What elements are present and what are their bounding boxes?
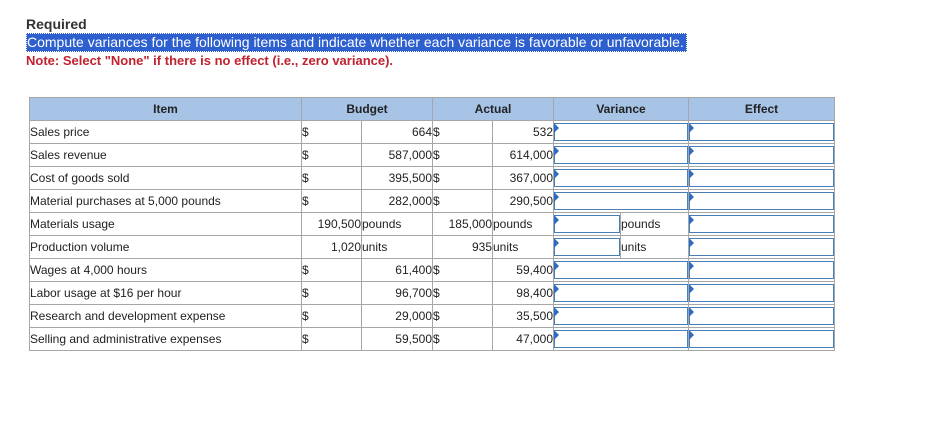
budget-dollar-sign: $ bbox=[302, 144, 362, 167]
actual-value: 614,000 bbox=[493, 144, 554, 167]
budget-dollar-sign: $ bbox=[302, 190, 362, 213]
budget-dollar-sign: $ bbox=[302, 328, 362, 351]
actual-value: 185,000 bbox=[433, 213, 493, 236]
budget-unit: pounds bbox=[362, 213, 433, 236]
effect-select[interactable] bbox=[689, 282, 835, 305]
actual-dollar-sign: $ bbox=[433, 167, 493, 190]
dropdown-marker-icon bbox=[689, 238, 694, 248]
input-marker-icon bbox=[554, 238, 559, 248]
input-marker-icon bbox=[554, 146, 559, 156]
dropdown-marker-icon bbox=[689, 261, 694, 271]
budget-value: 664 bbox=[362, 121, 433, 144]
table-row bbox=[30, 144, 835, 167]
effect-select[interactable] bbox=[689, 305, 835, 328]
budget-value: 61,400 bbox=[362, 259, 433, 282]
input-marker-icon bbox=[554, 261, 559, 271]
input-marker-icon bbox=[554, 192, 559, 202]
actual-dollar-sign: $ bbox=[433, 305, 493, 328]
actual-value: 290,500 bbox=[493, 190, 554, 213]
budget-dollar-sign: $ bbox=[302, 305, 362, 328]
actual-dollar-sign: $ bbox=[433, 259, 493, 282]
effect-select[interactable] bbox=[689, 144, 835, 167]
budget-value: 587,000 bbox=[362, 144, 433, 167]
variance-input[interactable] bbox=[554, 305, 689, 328]
row-label: Material purchases at 5,000 pounds bbox=[30, 190, 302, 213]
actual-value: 98,400 bbox=[493, 282, 554, 305]
row-label: Wages at 4,000 hours bbox=[30, 259, 302, 282]
question-header bbox=[26, 16, 687, 70]
col-header-actual: Actual bbox=[433, 98, 554, 121]
budget-value: 1,020 bbox=[302, 236, 362, 259]
budget-value: 395,500 bbox=[362, 167, 433, 190]
table-row bbox=[30, 121, 835, 144]
col-header-item: Item bbox=[30, 98, 302, 121]
actual-value: 59,400 bbox=[493, 259, 554, 282]
budget-value: 29,000 bbox=[362, 305, 433, 328]
table-row bbox=[30, 328, 835, 351]
input-marker-icon bbox=[554, 330, 559, 340]
actual-dollar-sign: $ bbox=[433, 121, 493, 144]
actual-value: 935 bbox=[433, 236, 493, 259]
input-marker-icon bbox=[554, 123, 559, 133]
variance-unit: units bbox=[621, 236, 689, 259]
actual-unit: units bbox=[493, 236, 554, 259]
table-row bbox=[30, 213, 835, 236]
input-marker-icon bbox=[554, 284, 559, 294]
actual-dollar-sign: $ bbox=[433, 144, 493, 167]
dropdown-marker-icon bbox=[689, 330, 694, 340]
variance-input[interactable] bbox=[554, 259, 689, 282]
row-label: Labor usage at $16 per hour bbox=[30, 282, 302, 305]
col-header-effect: Effect bbox=[689, 98, 835, 121]
effect-select[interactable] bbox=[689, 236, 835, 259]
row-label: Production volume bbox=[30, 236, 302, 259]
variance-input[interactable] bbox=[554, 213, 621, 236]
variance-input[interactable] bbox=[554, 282, 689, 305]
dropdown-marker-icon bbox=[689, 123, 694, 133]
dropdown-marker-icon bbox=[689, 307, 694, 317]
variance-table bbox=[29, 97, 835, 351]
effect-select[interactable] bbox=[689, 259, 835, 282]
variance-input[interactable] bbox=[554, 167, 689, 190]
note-text: Note: Select "None" if there is no effect (i.e., zero variance). bbox=[26, 53, 394, 68]
variance-unit: pounds bbox=[621, 213, 689, 236]
dropdown-marker-icon bbox=[689, 192, 694, 202]
col-header-variance: Variance bbox=[554, 98, 689, 121]
actual-dollar-sign: $ bbox=[433, 282, 493, 305]
actual-value: 367,000 bbox=[493, 167, 554, 190]
header-row bbox=[30, 98, 835, 121]
actual-value: 35,500 bbox=[493, 305, 554, 328]
budget-dollar-sign: $ bbox=[302, 167, 362, 190]
budget-unit: units bbox=[362, 236, 433, 259]
row-label: Materials usage bbox=[30, 213, 302, 236]
variance-input[interactable] bbox=[554, 144, 689, 167]
input-marker-icon bbox=[554, 169, 559, 179]
effect-select[interactable] bbox=[689, 167, 835, 190]
required-label: Required bbox=[26, 16, 87, 32]
budget-value: 282,000 bbox=[362, 190, 433, 213]
variance-input[interactable] bbox=[554, 236, 621, 259]
dropdown-marker-icon bbox=[689, 169, 694, 179]
input-marker-icon bbox=[554, 215, 559, 225]
table-row bbox=[30, 282, 835, 305]
actual-value: 532 bbox=[493, 121, 554, 144]
row-label: Sales revenue bbox=[30, 144, 302, 167]
table-row bbox=[30, 190, 835, 213]
effect-select[interactable] bbox=[689, 121, 835, 144]
instruction-text: Compute variances for the following items and indicate whether each variance is favorable or unfavorable. bbox=[26, 33, 687, 52]
dropdown-marker-icon bbox=[689, 284, 694, 294]
actual-unit: pounds bbox=[493, 213, 554, 236]
effect-select[interactable] bbox=[689, 190, 835, 213]
effect-select[interactable] bbox=[689, 213, 835, 236]
actual-dollar-sign: $ bbox=[433, 328, 493, 351]
variance-input[interactable] bbox=[554, 328, 689, 351]
budget-dollar-sign: $ bbox=[302, 282, 362, 305]
row-label: Selling and administrative expenses bbox=[30, 328, 302, 351]
table-row bbox=[30, 259, 835, 282]
row-label: Sales price bbox=[30, 121, 302, 144]
budget-value: 190,500 bbox=[302, 213, 362, 236]
table-row bbox=[30, 236, 835, 259]
budget-dollar-sign: $ bbox=[302, 259, 362, 282]
col-header-budget: Budget bbox=[302, 98, 433, 121]
effect-select[interactable] bbox=[689, 328, 835, 351]
table-row bbox=[30, 305, 835, 328]
budget-value: 96,700 bbox=[362, 282, 433, 305]
table-row bbox=[30, 167, 835, 190]
input-marker-icon bbox=[554, 307, 559, 317]
row-label: Cost of goods sold bbox=[30, 167, 302, 190]
actual-dollar-sign: $ bbox=[433, 190, 493, 213]
dropdown-marker-icon bbox=[689, 215, 694, 225]
dropdown-marker-icon bbox=[689, 146, 694, 156]
variance-input[interactable] bbox=[554, 121, 689, 144]
variance-input[interactable] bbox=[554, 190, 689, 213]
actual-value: 47,000 bbox=[493, 328, 554, 351]
budget-dollar-sign: $ bbox=[302, 121, 362, 144]
budget-value: 59,500 bbox=[362, 328, 433, 351]
row-label: Research and development expense bbox=[30, 305, 302, 328]
